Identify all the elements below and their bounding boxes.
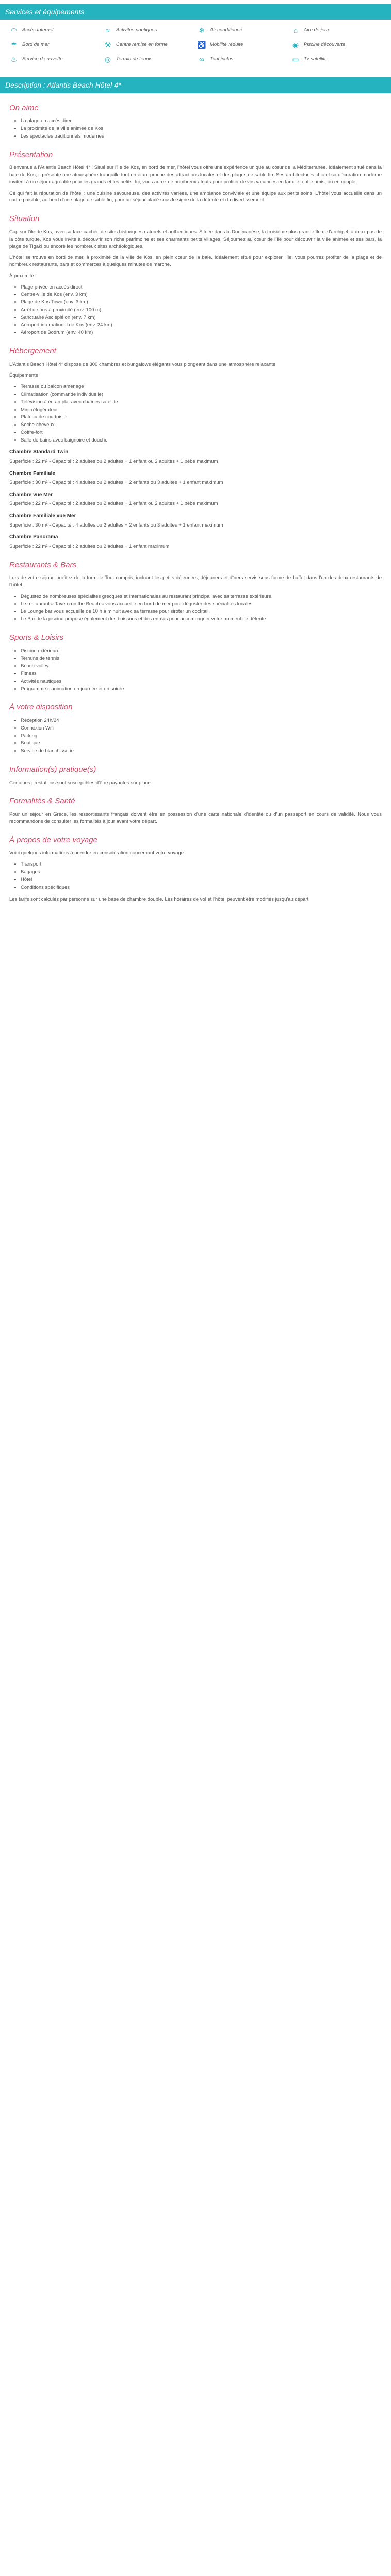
sports-title: Sports & Loisirs <box>9 633 64 642</box>
water-sports-icon: ≈ <box>106 26 110 35</box>
laundry-icon: ♨ <box>10 55 18 64</box>
equipement-item: • Coffre-fort <box>21 429 382 436</box>
service-item <box>103 55 194 64</box>
wifi-icon: ◠ <box>10 26 18 35</box>
propos-paragraph: Voici quelques informations à prendre en considération concernant votre voyage. <box>9 850 185 856</box>
restaurants-list <box>21 593 382 623</box>
room-description: Superficie : 22 m² - Capacité : 2 adultes ou 2 adultes + 1 enfant ou 2 adultes + 1 bébé maximum <box>9 458 218 464</box>
pool-icon: ◉ <box>292 41 299 49</box>
service-label: Activités nautiques <box>116 27 157 33</box>
service-label: Mobilité réduite <box>210 42 243 48</box>
all-inclusive-icon: ∞ <box>199 55 204 64</box>
formalites-paragraph: Pour un séjour en Grèce, les ressortissants français doivent être en possession d'une carte nationale d'identité ou d'un passeport en cours de validité. Nous vous recommandons de consulter les formalités à jour avant votre départ. <box>9 811 382 824</box>
sport-item: • Piscine extérieure <box>21 648 382 655</box>
on-aime-item: • Les spectacles traditionnels modernes <box>21 133 382 140</box>
on-aime-list <box>21 117 382 140</box>
propos-item: • Hôtel <box>21 876 382 884</box>
service-label: Bord de mer <box>22 42 50 48</box>
service-item <box>291 26 382 35</box>
service-item <box>197 55 288 64</box>
proximity-item: • Centre-ville de Kos (env. 3 km) <box>21 291 382 298</box>
beach-icon: ☂ <box>10 41 18 49</box>
service-label: Centre remise en forme <box>116 42 168 48</box>
service-item <box>103 40 194 49</box>
restaurants-paragraph: Lors de votre séjour, profitez de la formule Tout compris, incluant les petits-déjeuners, déjeuners et dîners servis sous forme de buffet dans l'un des deux restaurants de l'hôtel. <box>9 575 382 588</box>
proximity-item: • Aéroport international de Kos (env. 24 km) <box>21 321 382 329</box>
restaurants-title: Restaurants & Bars <box>9 560 77 569</box>
room-name: Chambre Panorama <box>9 534 58 540</box>
propos-list <box>21 861 382 891</box>
service-label: Accès Internet <box>22 27 54 33</box>
on-aime-item: • La plage en accès direct <box>21 117 382 125</box>
restaurant-item: • Le restaurant « Tavern on the Beach » vous accueille en bord de mer pour déguster des spécialités locales. <box>21 601 382 608</box>
proximity-item: • Arrêt de bus à proximité (env. 100 m) <box>21 307 382 314</box>
ac-icon: ❄ <box>199 26 205 35</box>
propos-title: À propos de votre voyage <box>9 835 97 844</box>
propos-item: • Bagages <box>21 869 382 876</box>
situation-paragraph-1: Cap sur l'île de Kos, avec sa face cachée de sites historiques naturels et authentiques. Située dans le Dodécanèse, la troisième plus grande île de l'archipel, à deux pas de la côte turque, Kos vous invite à découvrir son riche patrimoine et ses charmants petits villages. Séjournez au cœur de l'île pour découvrir la ville animée et ses bars, la plage de Tigaki ou encore les nombreux sites archéologiques. <box>9 229 382 249</box>
room-description: Superficie : 30 m² - Capacité : 4 adultes ou 2 adultes + 2 enfants ou 3 adultes + 1 enfant maximum <box>9 522 223 528</box>
disposition-list <box>21 717 382 755</box>
proximity-item: • Sanctuaire Asclépiéion (env. 7 km) <box>21 314 382 321</box>
on-aime-title: On aime <box>9 103 39 112</box>
wheelchair-icon: ♿ <box>197 41 206 49</box>
restaurant-item: • Dégustez de nombreuses spécialités grecques et internationales au restaurant principal avec sa terrasse extérieure. <box>21 593 382 600</box>
sport-item: • Fitness <box>21 670 382 677</box>
room-name: Chambre Standard Twin <box>9 449 69 455</box>
propos-paragraph-2: Les tarifs sont calculés par personne sur une base de chambre double. Les horaires de vol et l'hôtel peuvent être modifiés jusqu'au départ. <box>9 896 310 903</box>
disposition-item: • Réception 24h/24 <box>21 717 382 724</box>
disposition-item: • Connexion Wifi <box>21 725 382 732</box>
restaurant-item: • Le Bar de la piscine propose également des boissons et des en-cas pour accompagner votre moment de détente. <box>21 616 382 623</box>
fitness-icon: ⚒ <box>104 41 111 49</box>
proximity-list <box>21 284 382 336</box>
service-item <box>9 40 100 49</box>
service-item <box>291 55 382 64</box>
rooms-list <box>9 449 382 550</box>
equipement-item: • Climatisation (commande individuelle) <box>21 391 382 398</box>
proximity-label: À proximité : <box>9 273 37 279</box>
equipement-item: • Plateau de courtoisie <box>21 414 382 421</box>
disposition-title: À votre disposition <box>9 703 73 712</box>
proximity-item: • Plage privée en accès direct <box>21 284 382 291</box>
disposition-item: • Boutique <box>21 740 382 747</box>
equipement-item: • Mini-réfrigérateur <box>21 406 382 414</box>
room-description: Superficie : 22 m² - Capacité : 2 adultes ou 2 adultes + 1 enfant maximum <box>9 543 170 549</box>
service-label: Tout inclus <box>210 56 234 62</box>
equipement-item: • Terrasse ou balcon aménagé <box>21 383 382 391</box>
sport-item: • Activités nautiques <box>21 678 382 685</box>
sport-item: • Beach-volley <box>21 663 382 670</box>
presentation-paragraph-2: Ce qui fait la réputation de l'hôtel : une cuisine savoureuse, des activités variées, une ambiance conviviale et une équipe aux petits soins. L'hôtel vous accueille dans un cadre paisible, au bord d'une plage de sable fin, pour un séjour placé sous le signe de la détente et du divertissement. <box>9 190 382 204</box>
sport-item: • Programme d'animation en journée et en soirée <box>21 686 382 693</box>
description-header: Description : Atlantis Beach Hôtel 4* <box>0 77 391 93</box>
room-description: Superficie : 22 m² - Capacité : 2 adultes ou 2 adultes + 1 enfant ou 2 adultes + 1 bébé maximum <box>9 501 218 507</box>
playground-icon: ⌂ <box>293 26 298 35</box>
room-name: Chambre vue Mer <box>9 492 53 498</box>
proximity-item: • Aéroport de Bodrum (env. 40 km) <box>21 329 382 336</box>
propos-item: • Conditions spécifiques <box>21 884 382 891</box>
service-label: Terrain de tennis <box>116 56 153 62</box>
room-name: Chambre Familiale <box>9 470 55 477</box>
service-item <box>9 55 100 64</box>
service-item <box>103 26 194 35</box>
service-label: Service de navette <box>22 56 63 62</box>
services-grid <box>9 26 382 64</box>
infos-paragraph: Certaines prestations sont susceptibles d'être payantes sur place. <box>9 779 152 786</box>
presentation-title: Présentation <box>9 150 53 159</box>
tv-icon: ▭ <box>292 55 299 64</box>
service-item <box>197 26 288 35</box>
service-item <box>197 40 288 49</box>
service-label: Tv satellite <box>304 56 328 62</box>
hebergement-paragraph: L'Atlantis Beach Hôtel 4* dispose de 300 chambres et bungalows élégants vous plongeant dans une atmosphère relaxante. <box>9 361 277 367</box>
proximity-item: • Plage de Kos Town (env. 3 km) <box>21 299 382 306</box>
situation-paragraph-2: L'hôtel se trouve en bord de mer, à proximité de la ville de Kos, en plein cœur de la baie. Idéalement situé pour explorer l'île, vous pourrez profiter de la plage et de nombreux restaurants, bars et commerces à quelques minutes de marche. <box>9 255 382 268</box>
service-label: Air conditionné <box>210 27 242 33</box>
restaurant-item: • Le Lounge bar vous accueille de 10 h à minuit avec sa terrasse pour siroter un cocktail. <box>21 608 382 615</box>
formalites-title: Formalités & Santé <box>9 796 75 806</box>
service-label: Aire de jeux <box>304 27 330 33</box>
services-header: Services et équipements <box>0 4 391 20</box>
tennis-icon: ◎ <box>104 55 111 64</box>
situation-title: Situation <box>9 214 40 224</box>
equipement-item: • Télévision à écran plat avec chaînes satellite <box>21 399 382 406</box>
room-name: Chambre Familiale vue Mer <box>9 513 76 519</box>
service-item <box>9 26 100 35</box>
disposition-item: • Parking <box>21 733 382 740</box>
hebergement-title: Hébergement <box>9 346 56 355</box>
room-description: Superficie : 30 m² - Capacité : 4 adultes ou 2 adultes + 2 enfants ou 3 adultes + 1 enfant maximum <box>9 480 223 486</box>
equipement-item: • Salle de bains avec baignoire et douche <box>21 437 382 444</box>
infos-title: Information(s) pratique(s) <box>9 765 96 774</box>
sports-list <box>21 648 382 693</box>
equipements-label: Équipements : <box>9 372 41 379</box>
hotel-page <box>0 0 391 918</box>
sport-item: • Terrains de tennis <box>21 655 382 663</box>
service-item <box>291 40 382 49</box>
propos-item: • Transport <box>21 861 382 868</box>
service-label: Piscine découverte <box>304 42 346 48</box>
equipement-item: • Sèche-cheveux <box>21 421 382 429</box>
presentation-paragraph-1: Bienvenue à l'Atlantis Beach Hôtel 4* ! Situé sur l'île de Kos, en bord de mer, l'hôtel vous offre une expérience unique au cœur de la Méditerranée. Idéalement situé dans la baie de Kos, il présente une atmosphère tranquille tout en étant proche des attractions locales et des plages de sable fin. Ses architectures chic et sa décoration moderne invitent à un séjour agréable pour les grands et les petits. Ici, vous aurez de nombreux atouts pour profiter de vos vacances en famille, entre amis, ou en couple. <box>9 165 382 185</box>
disposition-item: • Service de blanchisserie <box>21 748 382 755</box>
equipements-list <box>21 383 382 444</box>
on-aime-item: • La proximité de la ville animée de Kos <box>21 125 382 132</box>
